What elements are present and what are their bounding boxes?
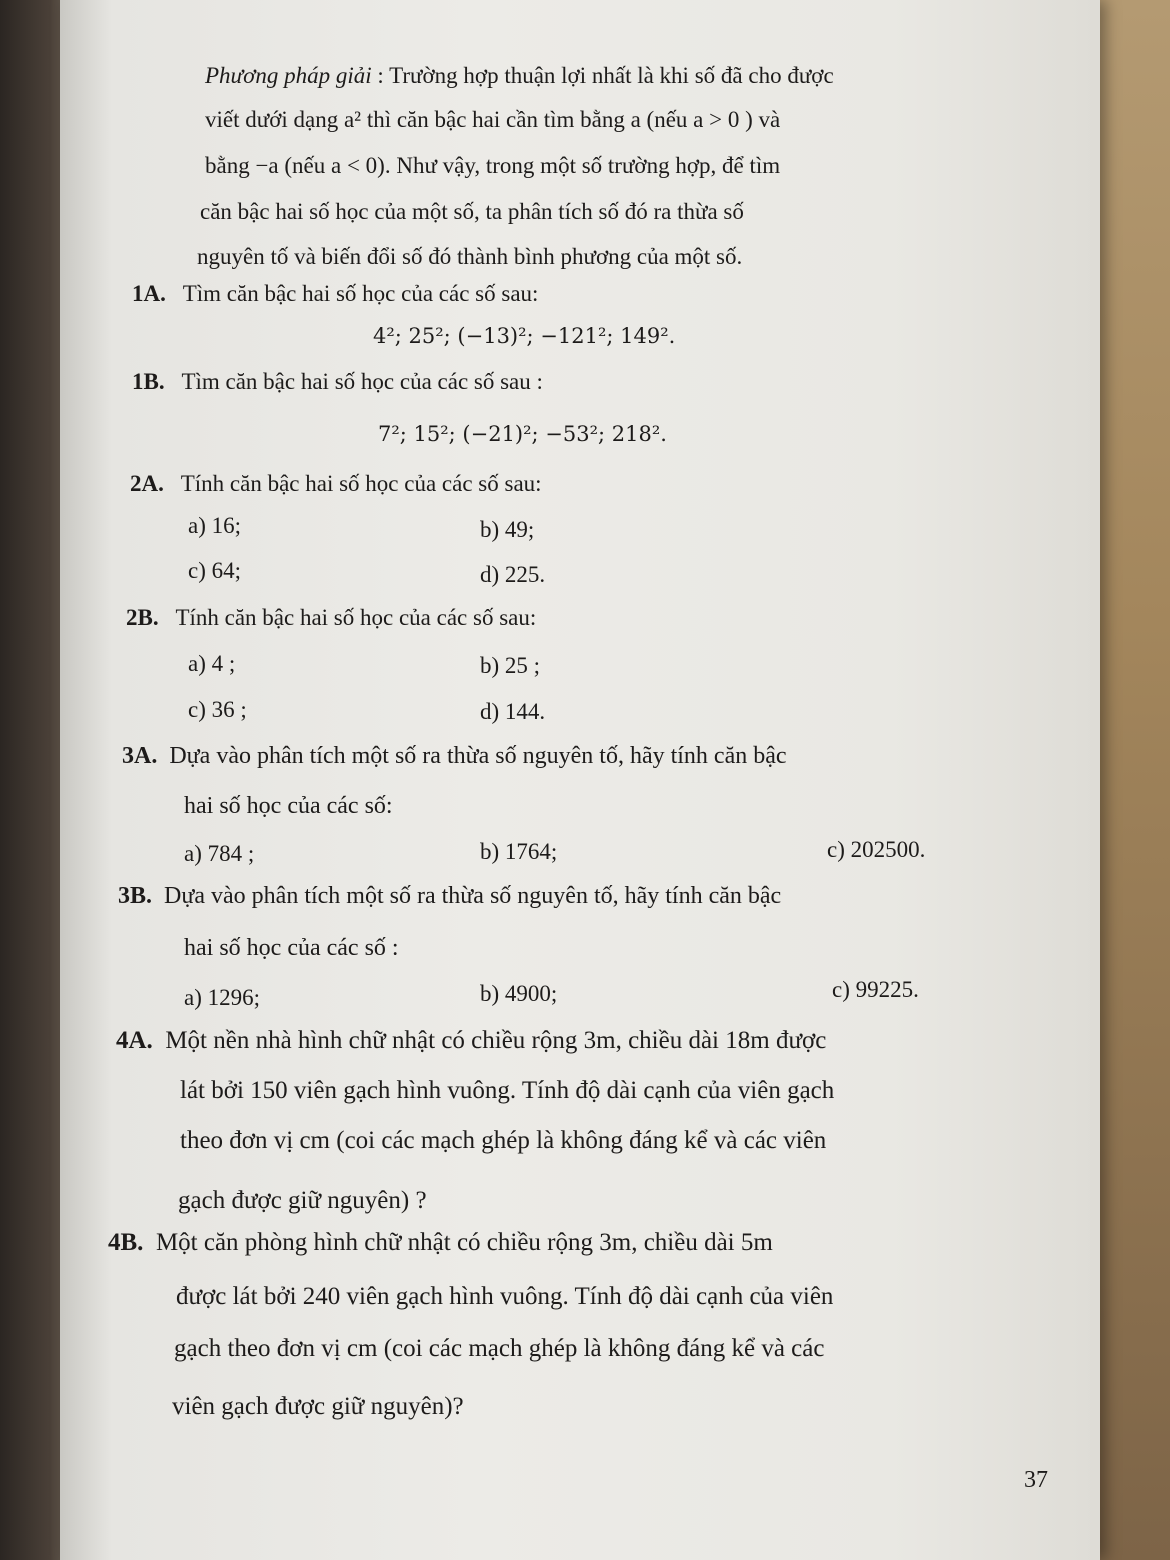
method-line-5: nguyên tố và biến đổi số đó thành bình phương của một số. — [197, 244, 743, 269]
exercise-3b-label: 3B. — [118, 883, 153, 909]
exercise-4b-label: 4B. — [108, 1229, 144, 1256]
method-line-3: bằng −a (nếu a < 0). Như vậy, trong một số trường hợp, để tìm — [205, 153, 781, 178]
exercise-2b-text: Tính căn bậc hai số học của các số sau: — [175, 605, 537, 630]
exercise-3a-label: 3A. — [122, 743, 158, 769]
exercise-2b-d: d) 144. — [480, 699, 546, 724]
exercise-2b — [126, 604, 536, 632]
exercise-2a-a: a) 16; — [188, 513, 242, 538]
exercise-3b-text-2: hai số học của các số : — [184, 935, 399, 961]
exercise-4b-text-1: Một căn phòng hình chữ nhật có chiều rộng 3m, chiều dài 5m — [155, 1229, 773, 1256]
exercise-2a-label: 2A. — [130, 471, 164, 496]
exercise-2a-c: c) 64; — [188, 558, 242, 583]
exercise-3a — [122, 742, 787, 770]
exercise-4b-text-3: gạch theo đơn vị cm (coi các mạch ghép là không đáng kể và các — [174, 1335, 825, 1362]
method-heading: Phương pháp giải — [205, 63, 372, 88]
exercise-4a-label: 4A. — [116, 1027, 153, 1054]
exercise-2b-label: 2B. — [126, 605, 159, 630]
exercise-2a-b: b) 49; — [480, 517, 535, 542]
exercise-3b — [118, 882, 781, 910]
exercise-3b-text-1: Dựa vào phân tích một số ra thừa số nguyên tố, hãy tính căn bậc — [164, 883, 782, 909]
exercise-4a-text-3: theo đơn vị cm (coi các mạch ghép là không đáng kể và các viên — [180, 1127, 827, 1154]
exercise-1a-label: 1A. — [132, 281, 166, 306]
exercise-2b-b: b) 25 ; — [480, 653, 541, 678]
exercise-3a-c: c) 202500. — [827, 837, 926, 862]
exercise-4b-text-2: được lát bởi 240 viên gạch hình vuông. Tính độ dài cạnh của viên — [176, 1283, 834, 1310]
exercise-1a-items: 4²; 25²; (−13)²; −121²; 149². — [373, 324, 676, 348]
exercise-4b-text-4: viên gạch được giữ nguyên)? — [172, 1393, 464, 1420]
exercise-4b — [108, 1228, 773, 1258]
exercise-2b-a: a) 4 ; — [188, 651, 236, 676]
exercise-3a-b: b) 1764; — [480, 839, 558, 864]
exercise-4a — [116, 1026, 826, 1056]
exercise-1b — [132, 368, 543, 396]
exercise-3b-b: b) 4900; — [480, 981, 558, 1006]
exercise-4a-text-1: Một nền nhà hình chữ nhật có chiều rộng 3m, chiều dài 18m được — [165, 1027, 827, 1054]
exercise-2a-text: Tính căn bậc hai số học của các số sau: — [180, 471, 542, 496]
exercise-3b-a: a) 1296; — [184, 985, 261, 1010]
method-line-2: viết dưới dạng a² thì căn bậc hai cần tìm bằng a (nếu a > 0 ) và — [205, 107, 781, 132]
exercise-1a-text: Tìm căn bậc hai số học của các số sau: — [182, 281, 539, 306]
exercise-2a — [130, 470, 542, 498]
exercise-4a-text-2: lát bởi 150 viên gạch hình vuông. Tính độ dài cạnh của viên gạch — [180, 1077, 835, 1104]
exercise-4a-text-4: gạch được giữ nguyên) ? — [178, 1187, 427, 1214]
method-line-1-text: : Trường hợp thuận lợi nhất là khi số đã cho được — [377, 63, 834, 88]
exercise-3a-a: a) 784 ; — [184, 841, 255, 866]
exercise-2b-c: c) 36 ; — [188, 697, 247, 722]
exercise-2a-d: d) 225. — [480, 562, 546, 587]
exercise-3a-text-2: hai số học của các số: — [184, 793, 393, 819]
method-line-4: căn bậc hai số học của một số, ta phân tích số đó ra thừa số — [200, 199, 744, 224]
exercise-1b-items: 7²; 15²; (−21)²; −53²; 218². — [378, 422, 667, 446]
exercise-3b-c: c) 99225. — [832, 977, 919, 1002]
exercise-1b-label: 1B. — [132, 369, 165, 394]
exercise-1b-text: Tìm căn bậc hai số học của các số sau : — [181, 369, 543, 394]
exercise-1a — [132, 280, 538, 308]
page-number: 37 — [1024, 1467, 1048, 1493]
method-line-1 — [205, 62, 834, 90]
exercise-3a-text-1: Dựa vào phân tích một số ra thừa số nguyên tố, hãy tính căn bậc — [169, 743, 787, 769]
